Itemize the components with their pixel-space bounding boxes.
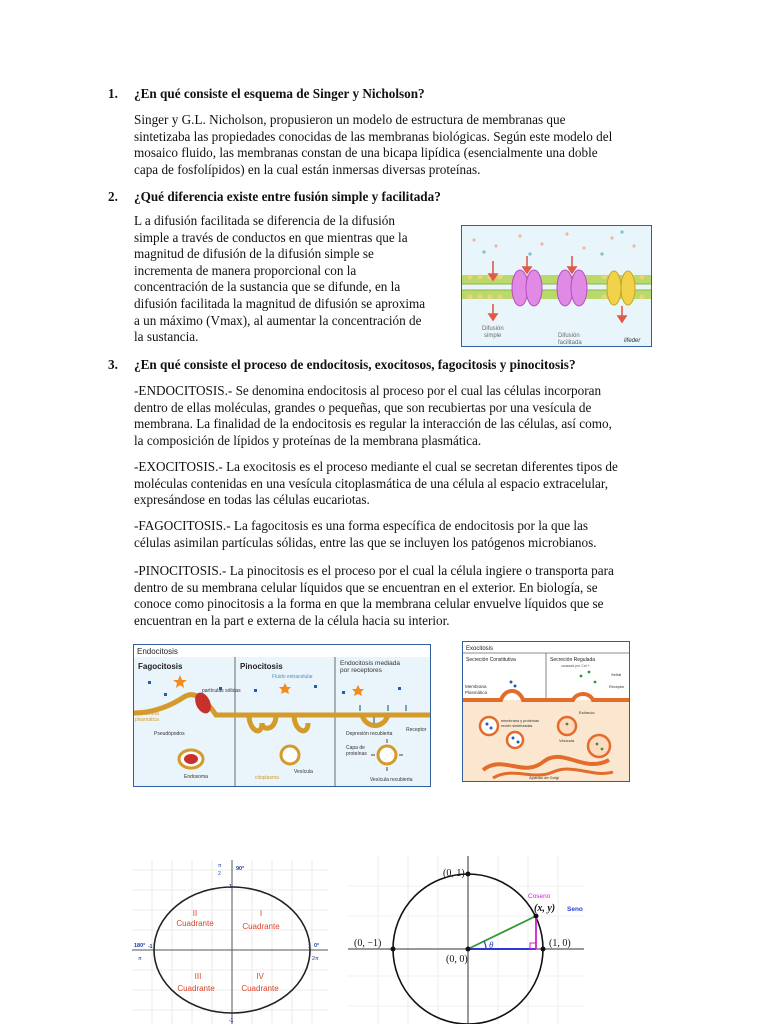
label-plasma-membrane-2: Plasmática [465, 690, 488, 695]
label-2pi: 2π [312, 956, 319, 962]
question-1-heading [108, 86, 425, 102]
label-endosome: Endosoma [184, 774, 208, 780]
diffusion-illustration [462, 226, 651, 346]
label-sine: Seno [567, 906, 583, 913]
question-3-heading [108, 357, 576, 373]
paragraph-line: dentro de su membrana celular líquidos que se encuentran en el exterior. En biología, se [134, 579, 598, 595]
answer-2 [134, 213, 454, 346]
quadrant-ii-roman: II [192, 909, 198, 918]
paragraph-line: células asimilan partículas sólidas, entre las que se incluyen los patógenos microbianos. [134, 534, 597, 550]
label-180-deg: 180° [134, 943, 146, 949]
question-title: ¿Qué diferencia existe entre fusión simple y facilitada? [134, 189, 441, 204]
label-membrane-2: plasmática [135, 717, 159, 723]
answer-line: sintetizaba las propiedades conocidas de las membranas biológicas. Según este modelo del [134, 128, 613, 144]
quadrant-iii-label: Cuadrante [177, 984, 215, 993]
label-theta: θ [489, 940, 494, 950]
answer-line: Singer y G.L. Nicholson, propusieron un modelo de estructura de membranas que [134, 112, 566, 127]
label-vesicle: Vesícula [294, 769, 313, 775]
paragraph-line: -EXOCITOSIS.- La exocitosis es el proceso mediante el cual se secretan diferentes tipos de [134, 459, 618, 474]
quadrant-i-roman: I [259, 909, 263, 918]
label-right-point: (1, 0) [549, 938, 571, 949]
label-new-proteins-2: recién sintetizadas [501, 724, 533, 728]
paragraph-line: encuentran en la part e externa de la célula hacia su interior. [134, 612, 450, 628]
label-golgi: Aparato de Golgi [529, 775, 560, 780]
label-protein-coat: Capa de [346, 745, 365, 751]
label-minus-one-left: -1 [148, 944, 153, 950]
paragraph-line: -FAGOCITOSIS.- La fagocitosis es una forma específica de endocitosis por la que las [134, 518, 588, 533]
label-origin: (0, 0) [446, 954, 468, 965]
label-protein-coat-2: proteínas [346, 751, 367, 757]
label-one-top: 1 [229, 884, 232, 890]
label-plasma-membrane: Membrana [465, 684, 487, 689]
question-2-heading [108, 189, 441, 205]
paragraph-line: -ENDOCITOSIS.- Se denomina endocitosis al proceso por el cual las células incorporan [134, 383, 602, 398]
quadrant-figure [132, 860, 328, 1024]
label-receptor: Receptor [406, 727, 427, 733]
label-new-proteins: membrana y proteínas [501, 719, 539, 723]
quadrant-iv-roman: IV [256, 972, 264, 981]
column-phagocytosis: Fagocitosis [138, 662, 183, 671]
question-title: ¿En qué consiste el proceso de endocitosis, exocitosos, fagocitosis y pinocitosis? [134, 357, 576, 372]
answer-line: magnitud de difusión de la difusión simple se [134, 246, 374, 262]
paragraph-line: -PINOCITOSIS.- La pinocitosis es el proceso por el cual la célula ingiere o transporta para [134, 563, 614, 578]
answer-line: concentración de la sustancia que se difunde, en la [134, 279, 401, 295]
label-one-right: 1 [308, 944, 311, 950]
unit-circle-figure [348, 856, 584, 1024]
label-point-xy: (x, y) [534, 903, 556, 914]
quadrant-i-label: Cuadrante [242, 922, 280, 931]
exocytosis-title: Exocitosis [466, 646, 494, 652]
exocytosis-paragraph [134, 459, 674, 509]
paragraph-line: la composición de lípidos y proteínas de la membrana plasmática. [134, 432, 482, 448]
paragraph-line: expresándose en todas las células eucariotas. [134, 492, 370, 508]
label-solid-particles: partículas sólidas [202, 688, 241, 694]
endocytosis-paragraph [134, 383, 674, 449]
paragraph-line: moléculas contenidas en una vesícula citoplasmática de una célula al espacio extracelular, [134, 475, 609, 491]
diffusion-figure [461, 225, 652, 347]
label-cosine: Coseno [528, 893, 551, 900]
question-number: 1. [108, 86, 118, 101]
label-pi-left: π [138, 956, 142, 962]
label-extracellular-fluid: Fluido extracelular [272, 674, 313, 680]
exocytosis-figure [462, 641, 630, 782]
column-constitutive: Secreción Constitutiva [466, 657, 516, 663]
label-minus-one-bottom: -1 [229, 1018, 234, 1024]
column-receptor-mediated-2: por receptores [340, 667, 382, 674]
quadrant-iv-label: Cuadrante [241, 984, 279, 993]
answer-line: mosaico fluido, las membranas constan de una bicapa lipídica (esencialmente una doble [134, 145, 598, 161]
answer-line: difusión facilitada la magnitud de difusión se aproxima [134, 295, 426, 311]
label-receptor: Receptor [609, 685, 625, 689]
answer-1 [134, 112, 654, 178]
column-regulated-sub: causada por Ca++ [561, 664, 590, 668]
endocytosis-title: Endocitosis [137, 647, 178, 656]
label-simple-diffusion-2: simple [484, 333, 502, 339]
pinocytosis-paragraph [134, 563, 674, 629]
answer-line: incrementa de manera proporcional con la [134, 262, 357, 278]
unit-circle-illustration [348, 856, 584, 1024]
paragraph-line: conoce como pinocitosis a la forma en que la membrana celular envuelve líquidos que se [134, 596, 604, 612]
label-90-deg: 90° [236, 866, 245, 872]
endocytosis-illustration [134, 645, 430, 786]
label-stimulus: Estímulo [579, 710, 595, 715]
exocytosis-illustration [463, 642, 629, 781]
question-number: 3. [108, 357, 118, 372]
quadrant-iii-roman: III [194, 972, 202, 981]
endocytosis-figure [133, 644, 431, 787]
label-cytoplasm: citoplasma [255, 775, 279, 781]
label-signal: Señal [611, 672, 622, 677]
column-pinocytosis: Pinocitosis [240, 662, 283, 671]
label-0-deg: 0° [314, 943, 320, 949]
label-vesicle: Vesícula [559, 738, 575, 743]
answer-line: capa de fosfolípidos) en la cual están inmersas diversas proteínas. [134, 161, 481, 177]
label-coated-pit: Depresión recubierta [346, 731, 393, 737]
answer-line: simple a través de conductos en que mientras que la [134, 229, 408, 245]
lifeder-logo: lifeder [624, 338, 641, 344]
label-pi: π [218, 863, 222, 869]
label-top-point: (0, 1) [443, 868, 465, 879]
answer-line: L a difusión facilitada se diferencia de la difusión [134, 213, 395, 228]
paragraph-line: dentro de ellas moléculas, grandes o pequeñas, que son recubiertas por una vesícula de [134, 399, 592, 415]
question-title: ¿En qué consiste el esquema de Singer y Nicholson? [134, 86, 425, 101]
label-coated-vesicle: Vesícula recubierta [370, 777, 413, 783]
column-regulated: Secreción Regulada [550, 657, 596, 663]
label-facilitated-diffusion: Difusión [558, 333, 580, 339]
label-pseudopods: Pseudópodos [154, 731, 185, 737]
question-number: 2. [108, 189, 118, 204]
quadrant-illustration [132, 860, 328, 1024]
column-receptor-mediated: Endocitosis mediada [340, 660, 400, 667]
label-left-point: (0, −1) [354, 938, 382, 949]
label-two: 2 [218, 871, 221, 877]
label-membrane: Membrana [135, 711, 159, 717]
label-facilitated-diffusion-2: facilitada [558, 340, 582, 346]
paragraph-line: membrana. La finalidad de la endocitosis es regular la interacción de las células, así como, [134, 416, 612, 432]
label-simple-diffusion: Difusión [482, 326, 504, 332]
phagocytosis-paragraph [134, 518, 674, 551]
answer-line: la sustancia. [134, 329, 199, 345]
quadrant-ii-label: Cuadrante [176, 919, 214, 928]
answer-line: a un máximo (Vmax), al aumentar la concentración de [134, 312, 422, 328]
